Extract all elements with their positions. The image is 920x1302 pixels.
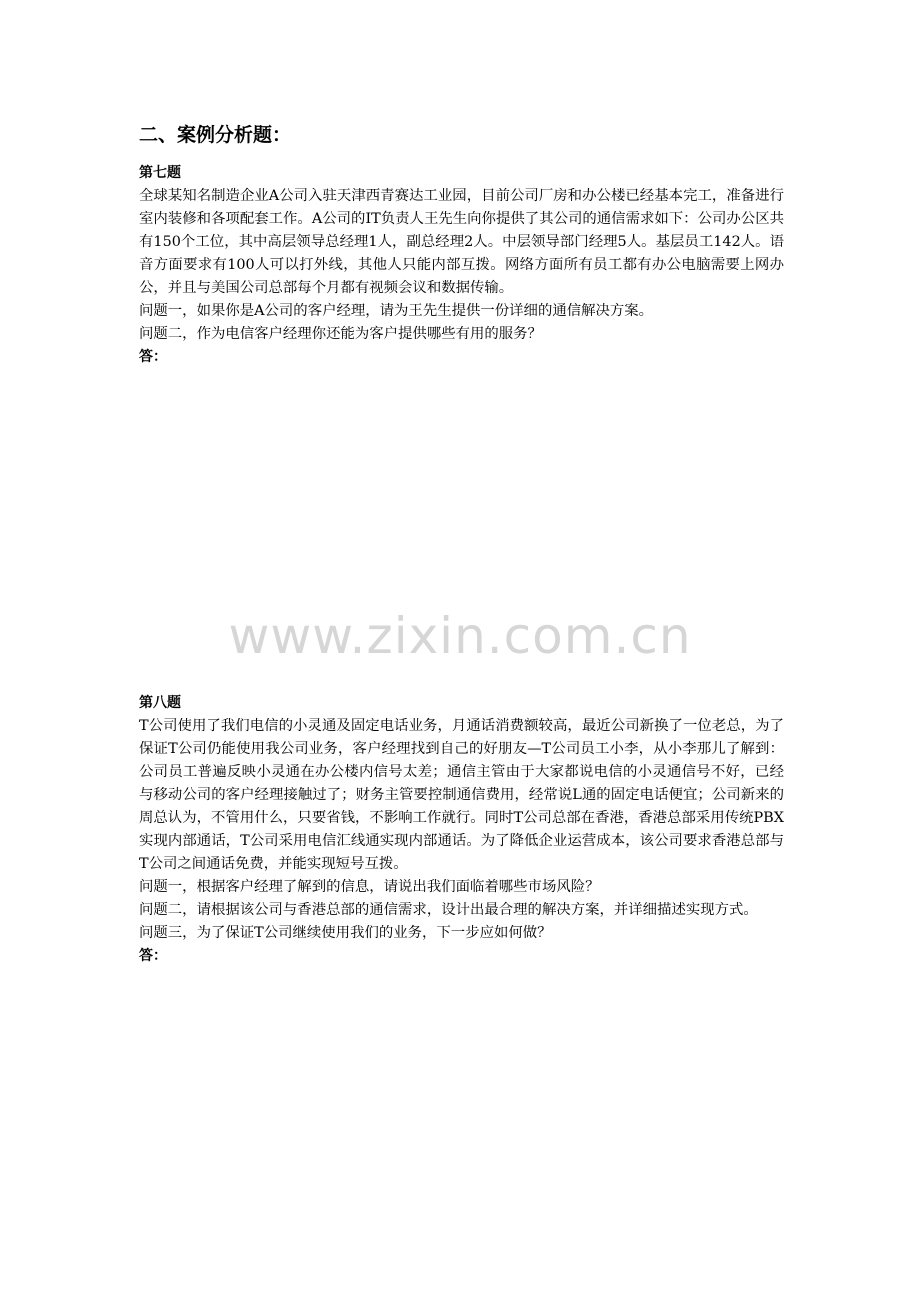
question-7-q2: 问题二，作为电信客户经理你还能为客户提供哪些有用的服务？ [139,326,542,342]
question-7-body: 全球某知名制造企业A公司入驻天津西青赛达工业园，目前公司厂房和办公楼已经基本完工，准备进行室内装修和各项配套工作。A公司的IT负责人王先生向你提供了其公司的通信需求如下：公司办公区共有150个工位，其中高层领导总经理1人，副总经理2人。中层领导部门经理5人。基层员工142人。语音方面要求有100人可以打外线，其他人只能内部互拨。网络方面所有员工都有办公电脑需要上网办公，并且与美国公司总部每个月都有视频会议和数据传输。 [139,188,784,296]
question-8-q1: 问题一，根据客户经理了解到的信息，请说出我们面临着哪些市场风险？ [139,879,600,895]
question-7-heading: 第七题 [139,165,181,181]
question-8-heading: 第八题 [139,695,181,711]
question-7-q1: 问题一，如果你是A公司的客户经理，请为王先生提供一份详细的通信解决方案。 [139,303,654,319]
question-8 [139,692,784,968]
watermark: www.zixin.com.cn [228,607,692,665]
question-8-q2: 问题二，请根据该公司与香港总部的通信需求，设计出最合理的解决方案，并详细描述实现方式。 [139,902,758,918]
question-7-answer-label: 答： [139,349,167,365]
section-title: 二、案例分析题： [139,124,292,146]
question-8-body: T公司使用了我们电信的小灵通及固定电话业务，月通话消费额较高，最近公司新换了一位老总，为了保证T公司仍能使用我公司业务，客户经理找到自己的好朋友—T公司员工小李，从小李那儿了解到：公司员工普遍反映小灵通在办公楼内信号太差；通信主管由于大家都说电信的小灵通信号不好，已经与移动公司的客户经理接触过了；财务主管要控制通信费用，经常说L通的固定电话便宜；公司新来的周总认为，不管用什么，只要省钱，不影响工作就行。同时T公司总部在香港，香港总部采用传统PBX实现内部通话，T公司采用电信汇线通实现内部通话。为了降低企业运营成本，该公司要求香港总部与T公司之间通话免费，并能实现短号互拨。 [139,718,784,872]
question-7 [139,162,784,369]
question-8-answer-label: 答： [139,948,167,964]
question-8-q3: 问题三，为了保证T公司继续使用我们的业务，下一步应如何做？ [139,925,552,941]
